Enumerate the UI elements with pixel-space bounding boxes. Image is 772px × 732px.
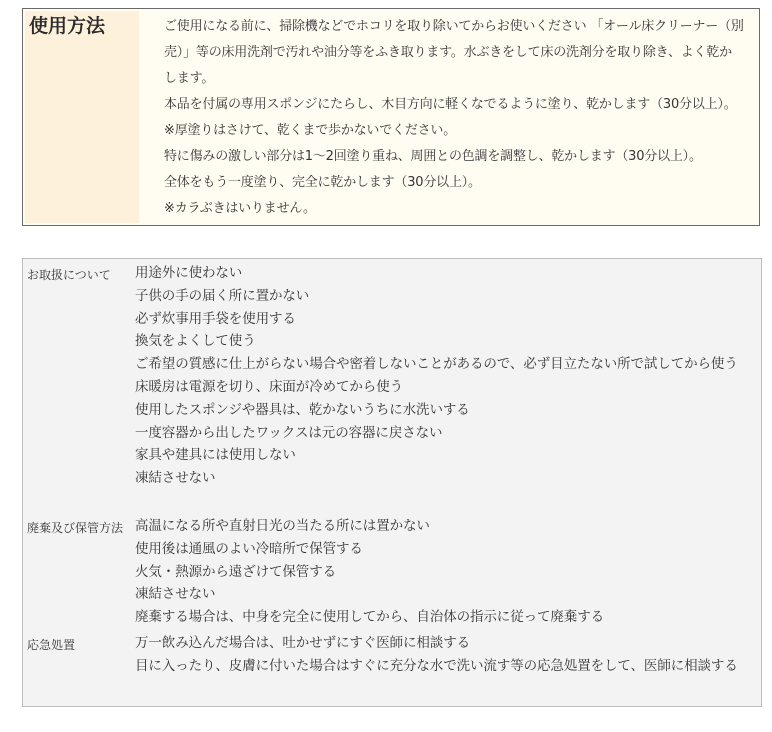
list-item: 換気をよくして使う (135, 333, 256, 350)
usage-line: 特に傷みの激しい部分は1〜2回塗り重ね、周囲との色調を調整し、乾かします（30分以上）。 (164, 149, 702, 164)
usage-line: ※厚塗りはさけて、乾くまで歩かないでください。 (164, 123, 457, 138)
list-item: 高温になる所や直射日光の当たる所には置かない (135, 518, 430, 534)
list-item: ご希望の質感に仕上がらない場合や密着しないことがあるので、必ず目立たない所で試してから使う (135, 356, 738, 373)
usage-line: します。 (164, 71, 215, 86)
list-item: 使用したスポンジや器具は、乾かないうちに水洗いする (135, 401, 470, 418)
usage-line: 売）」等の床用洗剤で汚れや油分等をふき取ります。水ぶきをして床の洗剤分を取り除き、よく乾か (164, 45, 732, 60)
list-item: 一度容器から出したワックスは元の容器に戻さない (135, 424, 443, 441)
section-items (135, 632, 757, 678)
section-label: 廃棄及び保管方法 (27, 521, 124, 535)
list-item: 凍結させない (135, 586, 216, 603)
section-items (135, 515, 757, 629)
section-items (135, 262, 757, 490)
section-label: お取扱について (27, 268, 111, 282)
usage-text (164, 14, 754, 222)
list-item: 目に入ったり、皮膚に付いた場合はすぐに充分な水で洗い流す等の応急処置をして、医師に相談する (135, 657, 738, 674)
usage-title: 使用方法 (25, 11, 139, 223)
list-item: 子供の手の届く所に置かない (135, 287, 310, 304)
list-item: 凍結させない (135, 470, 216, 487)
list-item: 床暖房は電源を切り、床面が冷めてから使う (135, 378, 403, 395)
list-item: 使用後は通風のよい冷暗所で保管する (135, 540, 363, 557)
list-item: 火気・熱源から遠ざけて保管する (135, 563, 336, 580)
usage-line: ご使用になる前に、掃除機などでホコリを取り除いてからお使いください 「オール床クリーナー（別 (164, 19, 744, 34)
precautions-box (22, 258, 762, 707)
list-item: 用途外に使わない (135, 265, 243, 281)
section-label: 応急処置 (27, 638, 76, 652)
list-item: 廃棄する場合は、中身を完全に使用してから、自治体の指示に従って廃棄する (135, 609, 604, 626)
list-item: 家具や建具には使用しない (135, 447, 296, 464)
usage-instructions-box (22, 8, 760, 226)
usage-line: 全体をもう一度塗り、完全に乾かします（30分以上）。 (164, 175, 481, 190)
usage-line: 本品を付属の専用スポンジにたらし、木目方向に軽くなでるように塗り、乾かします（30分以上）。 (164, 97, 737, 112)
list-item: 万一飲み込んだ場合は、吐かせずにすぐ医師に相談する (135, 635, 470, 651)
list-item: 必ず炊事用手袋を使用する (135, 310, 296, 327)
usage-line: ※カラぶきはいりません。 (164, 201, 316, 216)
